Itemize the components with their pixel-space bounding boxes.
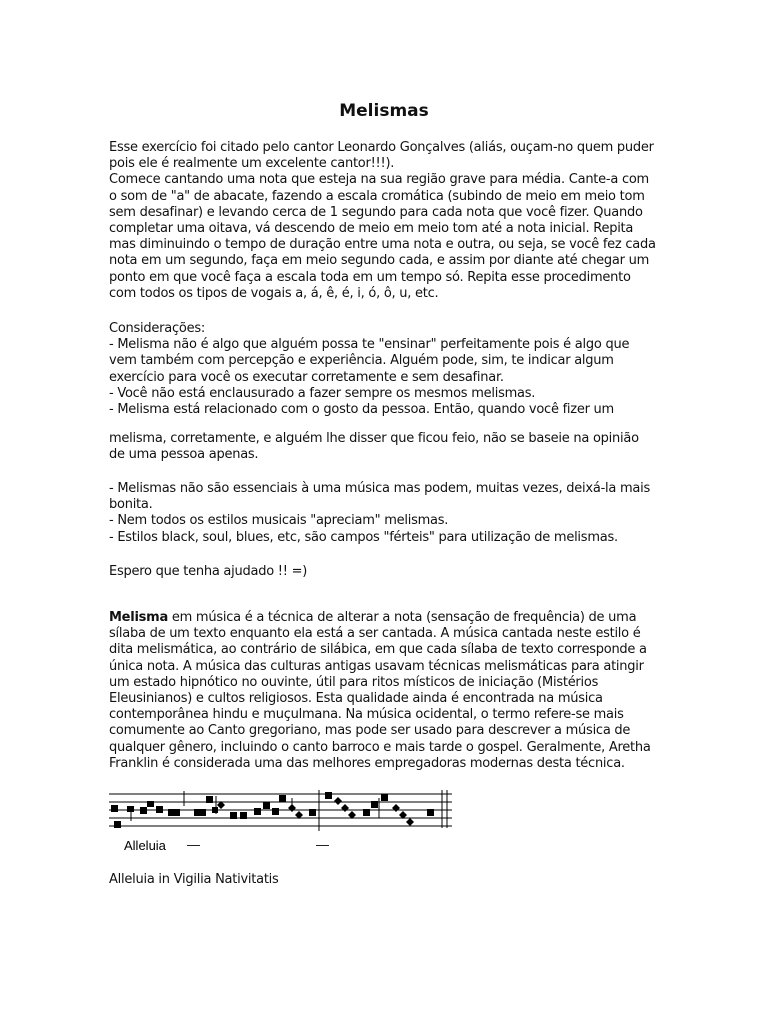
score-caption: Alleluia in Vigilia Nativitatis <box>109 872 279 887</box>
text-line: sem desafinar) e levando cerca de 1 segundo para cada nota que você fizer. Quando <box>109 204 643 220</box>
score-lyric: Alleluia <box>124 838 166 853</box>
text-line: o som de "a" de abacate, fazendo a escala cromática (subindo de meio em meio tom <box>109 188 645 204</box>
text-line: Eleusinianos) e cultos religiosos. Esta qualidade ainda é encontrada na música <box>109 691 603 707</box>
intro-paragraph <box>109 140 669 302</box>
text-line: Franklin é considerada uma das melhores empregadoras modernas desta técnica. <box>109 755 625 771</box>
text-line: única nota. A música das culturas antigas usavam técnicas melismáticas para atingir <box>109 658 644 674</box>
text-line: nota em um segundo, faça em meio segundo cada, e assim por diante até chegar um <box>109 253 650 269</box>
page-title: Melismas <box>339 101 429 121</box>
text-line: - Nem todos os estilos musicais "apreciam" melismas. <box>109 513 449 529</box>
considerations-heading: Considerações: <box>109 321 205 336</box>
text-line: qualquer gênero, incluindo o canto barroco e mais tarde o gospel. Geralmente, Aretha <box>109 739 651 755</box>
text-line: vem também com percepção e experiência. Alguém pode, sim, te indicar algum <box>109 353 614 369</box>
score-dash: — <box>187 837 200 852</box>
text-line: - Melismas não são essenciais à uma música mas podem, muitas vezes, deixá-la mais <box>109 481 650 496</box>
text-line: um estado hipnótico no ouvinte, útil para ritos místicos de iniciação (Mistérios <box>109 674 599 690</box>
text-line: exercício para você os executar corretamente e sem desafinar. <box>109 369 504 385</box>
definition-first-line: em música é a técnica de alterar a nota (sensação de frequência) de uma <box>167 610 637 625</box>
definition-term: Melisma <box>109 610 168 625</box>
text-line: com todos os tipos de vogais a, á, ê, é, i, ó, ô, u, etc. <box>109 285 439 301</box>
considerations-continued <box>109 431 669 463</box>
text-line: comumente ao Canto gregoriano, mas pode ser usado para descrever a música de <box>109 723 631 739</box>
text-line: sílaba de um texto enquanto ela está a ser cantada. A música cantada neste estilo é <box>109 626 641 642</box>
gregorian-chant-score <box>109 786 454 856</box>
score-dash: — <box>316 837 329 852</box>
text-line: mas diminuindo o tempo de duração entre uma nota e outra, ou seja, se você fez cada <box>109 237 656 253</box>
definition-paragraph <box>109 610 669 772</box>
considerations-section <box>109 321 669 418</box>
text-line: completar uma oitava, vá descendo de meio em meio tom até a nota inicial. Repita <box>109 221 634 237</box>
closing-line: Espero que tenha ajudado !! =) <box>109 564 308 579</box>
text-line: bonita. <box>109 497 153 513</box>
text-line: dita melismática, ao contrário de silábica, em que cada sílaba de texto corresponde a <box>109 642 647 658</box>
text-line: Comece cantando uma nota que esteja na sua região grave para média. Cante-a com <box>109 172 649 188</box>
extra-notes <box>109 481 669 546</box>
text-line: - Você não está enclausurado a fazer sempre os mesmos melismas. <box>109 385 536 401</box>
text-line: ponto em que você faça a escala toda em um tempo só. Repita esse procedimento <box>109 269 631 285</box>
text-line: - Melisma não é algo que alguém possa te "ensinar" perfeitamente pois é algo que <box>109 337 630 353</box>
text-line: - Melisma está relacionado com o gosto da pessoa. Então, quando você fizer um <box>109 402 614 418</box>
text-line: pois ele é realmente um excelente cantor!!!). <box>109 156 395 172</box>
neume-notation-image <box>109 786 454 856</box>
text-line: Esse exercício foi citado pelo cantor Leonardo Gonçalves (aliás, ouçam-no quem puder <box>109 140 654 155</box>
text-line: contemporânea hindu e muçulmana. Na música ocidental, o termo refere-se mais <box>109 707 624 723</box>
text-line: melisma, corretamente, e alguém lhe disser que ficou feio, não se baseie na opinião <box>109 431 639 446</box>
text-line: de uma pessoa apenas. <box>109 447 259 463</box>
text-line <box>109 610 669 626</box>
text-line: - Estilos black, soul, blues, etc, são campos "férteis" para utilização de melismas. <box>109 529 618 545</box>
